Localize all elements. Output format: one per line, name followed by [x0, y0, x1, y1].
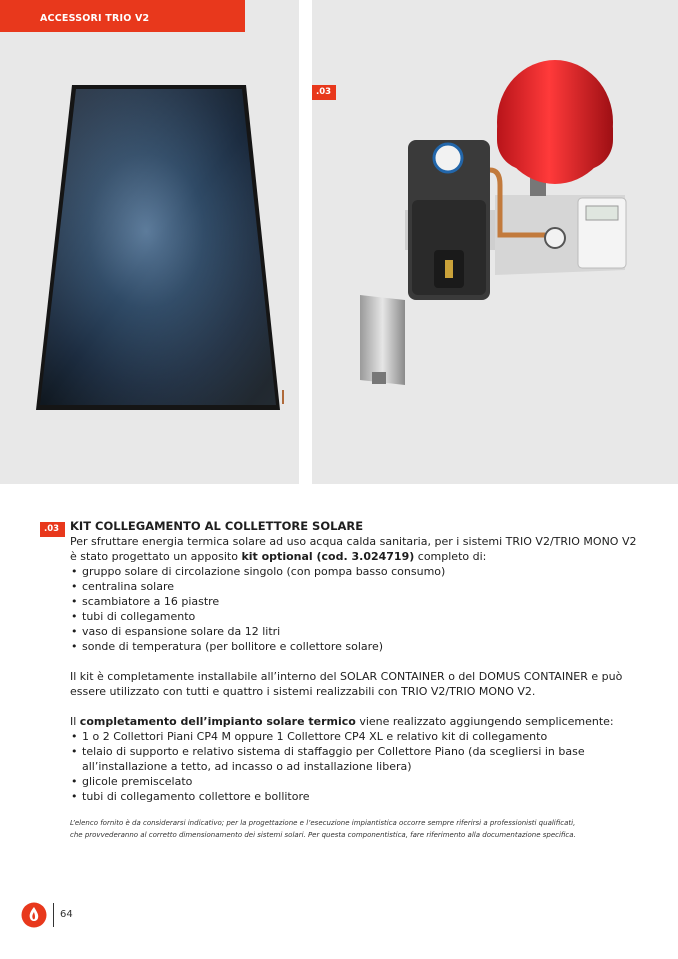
- list-item: • centralina solare: [70, 579, 650, 594]
- intro-prefix: è stato progettato un apposito: [70, 550, 242, 563]
- footer-divider: [53, 903, 54, 927]
- list-item: • glicole premiscelato: [70, 774, 650, 789]
- footnote: [70, 817, 640, 841]
- intro-line-2: [70, 549, 650, 564]
- install-line-2: essere utilizzato con tutti e quattro i sistemi realizzabili con TRIO V2/TRIO MONO V2.: [70, 685, 536, 698]
- list-item: • gruppo solare di circolazione singolo (con pompa basso consumo): [70, 564, 650, 579]
- install-line-1: Il kit è completamente installabile all’interno del SOLAR CONTAINER o del DOMUS CONTAINER e può: [70, 670, 623, 683]
- solar-kit-photo: [350, 60, 640, 400]
- additions-list: [70, 729, 650, 804]
- page-number: 64: [60, 909, 73, 920]
- completion-line: [70, 714, 650, 729]
- completion-bold: completamento dell’impianto solare termico: [79, 715, 356, 728]
- list-item: • scambiatore a 16 piastre: [70, 594, 650, 609]
- section-title: KIT COLLEGAMENTO AL COLLETTORE SOLARE: [70, 519, 364, 533]
- components-list: [70, 564, 650, 654]
- section-body: [70, 519, 650, 804]
- kit-code: kit optional (cod. 3.024719): [241, 550, 415, 563]
- section-header-label: ACCESSORI TRIO V2: [0, 0, 245, 32]
- list-item: • 1 o 2 Collettori Piani CP4 M oppure 1 Collettore CP4 XL e relativo kit di collegamento: [70, 729, 650, 744]
- list-item: • sonde di temperatura (per bollitore e collettore solare): [70, 639, 650, 654]
- completion-suffix: viene realizzato aggiungendo semplicemente:: [355, 715, 614, 728]
- intro-suffix: completo di:: [414, 550, 487, 563]
- brand-logo-icon: [21, 902, 47, 928]
- list-item: • tubi di collegamento collettore e bollitore: [70, 789, 650, 804]
- image-badge: .03: [312, 85, 336, 100]
- footnote-line-2: che provvederanno al corretto dimensionamento dei sistemi solari. Per questa componentistica, fare riferimento alla documentazione specifica.: [70, 831, 576, 839]
- intro-line-1: Per sfruttare energia termica solare ad uso acqua calda sanitaria, per i sistemi TRIO V2/TRIO MONO V2: [70, 535, 637, 548]
- list-item: • tubi di collegamento: [70, 609, 650, 624]
- footnote-line-1: L’elenco fornito è da considerarsi indicativo; per la progettazione e l’esecuzione impiantistica occorre sempre riferirsi a professionisti qualificati,: [70, 819, 576, 827]
- section-badge: .03: [40, 522, 65, 537]
- completion-prefix: Il: [70, 715, 80, 728]
- list-item: • vaso di espansione solare da 12 litri: [70, 624, 650, 639]
- list-item: • telaio di supporto e relativo sistema di staffaggio per Collettore Piano (da scegliersi in base all’installazione a tetto, ad incasso o ad installazione libera): [70, 744, 602, 774]
- solar-collector-photo: [34, 85, 284, 413]
